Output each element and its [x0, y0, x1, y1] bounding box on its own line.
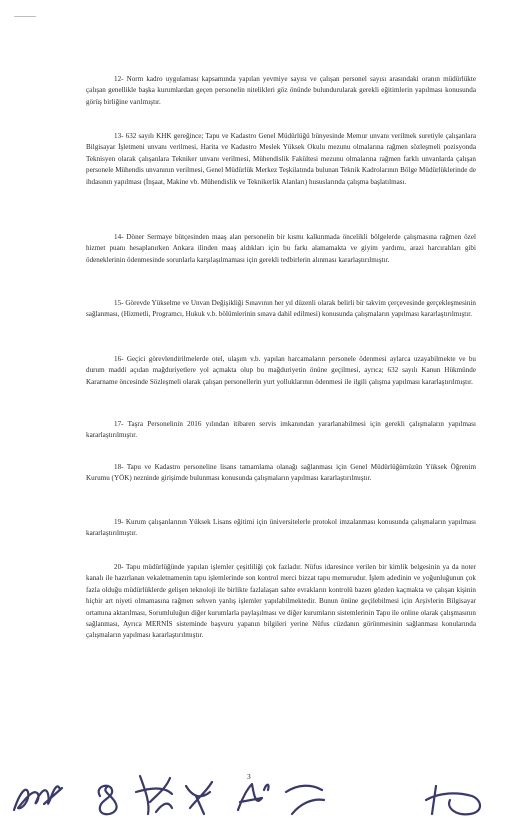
paragraph-item-15: 15- Görevde Yükselme ve Unvan Değişikliği Sınavının her yıl düzenli olarak belirli bir takvim çerçevesinde gerçekleşmesinin sağlanması, (Hizmetli, Programcı, Hukuk v.b. bölümlerinin sınava dahil edilmesi) konusunda çalışmaların yapılması kararlaştırılmıştır. [86, 299, 476, 319]
signature-3 [136, 776, 172, 814]
signature-area [0, 752, 510, 822]
paragraph-item-16: 16- Geçici görevlendirilmelerde otel, ulaşım v.b. yapılan harcamaların personele ödenmesi aylarca uzayabilmekte ve bu durum maddi açıdan mağduriyetlere yol açmakta olup bu mağduriyetin önüne geçilmesi, ayrıca; 632 sayılı Kanun Hükmünde Kararname öncesinde Sözleşmeli olarak çalışan personellerin yurt yolluklarının ödenmesi ile ilgili çalışma yapılması kararlaştırılmıştır. [86, 355, 476, 386]
signature-4 [186, 782, 212, 814]
scan-corner-mark [14, 16, 36, 17]
paragraph-item-19: 19- Kurum çalışanlarının Yüksek Lisans eğitimi için üniversitelerle protokol imzalanması konusunda çalışmaların yapılması kararlaştırılmıştır. [86, 518, 476, 538]
paragraph-item-14: 14- Döner Sermaye bütçesinden maaş alan personelin bir kısmı kalkınmada öncelikli bölgelerde çalışmasına rağmen özel hizmet puanı hesaplanırken Ankara ilinden maaş aldıkları için bu farkı alamamakta ve giyim yardımı, arazi harcırahları gibi ödeneklerinin ödenmesinde sorunlarla karşılaşılmaması için gerekli tedbirlerin alınması kararlaştırılmıştır. [86, 233, 476, 264]
signature-6 [286, 786, 324, 814]
signature-5 [238, 784, 269, 810]
paragraph-item-18: 18- Tapu ve Kadastro personeline lisans tamamlama olanağı sağlanması için Genel Müdürlüğümüzün Yüksek Öğrenim Kurumu (YÖK) nezninde girişimde bulunması konusunda çalışmaların yapılması kararlaştırılmıştır. [86, 463, 476, 483]
paragraph-item-17: 17- Taşra Personelinin 2016 yılından itibaren servis imkanından yararlanabilmesi için gerekli çalışmaların yapılması kararlaştırılmıştır. [86, 420, 476, 440]
paragraph-item-20: 20- Tapu müdürlüğünde yapılan işlemler çeşitliliği çok fazladır. Nüfus idaresince verilen bir kimlik belgesinin ya da noter kanalı ile hazırlanan vekaletnamenin tapu işlemlerinde son kontrol merci bizzat tapu memurudur. İşlem adedinin ve yoğunluğunun çok fazla olduğu müdürlüklerde gelişen teknoloji ile birlikte fazlalaşan sahte evrakların kontrolü bazen gözden kaçmakta ve çalışan kişinin hiçbir art niyeti olmamasına rağmen sehven yanlış işlemler yapılabilmektedir. Bunun önüne geçilebilmesi için Arşivlerin Bilgisayar ortamına aktarılması, Sorumluluğun diğer kurumlarla paylaşılması ve diğer kurumların sistemlerinin Tapu ile online olarak çalışmasının sağlanması, Ayrıca MERNİS sisteminde başvuru yapanın bilgileri yerine Nüfus cüzdanın görünmesinin sağlanması konularında çalışmaların yapılması kararlaştırılmıştır. [86, 563, 476, 640]
paragraph-item-12: 12- Norm kadro uygulaması kapsamında yapılan yevmiye sayısı ve çalışan personel sayısı arasındaki oranın müdürlükte çalışan genellikle başka kurumlardan geçen personelin nitelikleri göz önünde bulundurularak gerekli eğitimlerin yapılması konusunda görüş birliğine varılmıştır. [86, 75, 476, 106]
signature-2 [99, 786, 117, 815]
paragraph-item-13: 13- 632 sayılı KHK gereğince; Tapu ve Kadastro Genel Müdürlüğü bünyesinde Memur unvanı verilmek suretiyle çalışanlara Bilgisayar İşletmeni unvanı verilmesi, Harita ve Kadastro Meslek Yüksek Okulu mezunu olmalarına rağmen sözleşmeli pozisyonda Teknisyen olarak çalışanlara Tekniker unvanı verilmesi, Mühendislik Fakültesi mezunu olmalarına rağmen farklı unvanlarda çalışan personele Mühendis unvanının verilmesi, Genel Müdürlük Merkez Teşkilatında bulunan Teknik Kadrolarının Bölge Müdürlüklerinde de ihdasının yapılması (İnşaat, Makine vb. Mühendislik ve Teknikerlik Alanları) hususlarında çalışma başlatılması. [86, 132, 476, 186]
signature-7 [426, 786, 480, 814]
signature-1 [14, 786, 62, 810]
page-number: 3 [247, 772, 251, 781]
